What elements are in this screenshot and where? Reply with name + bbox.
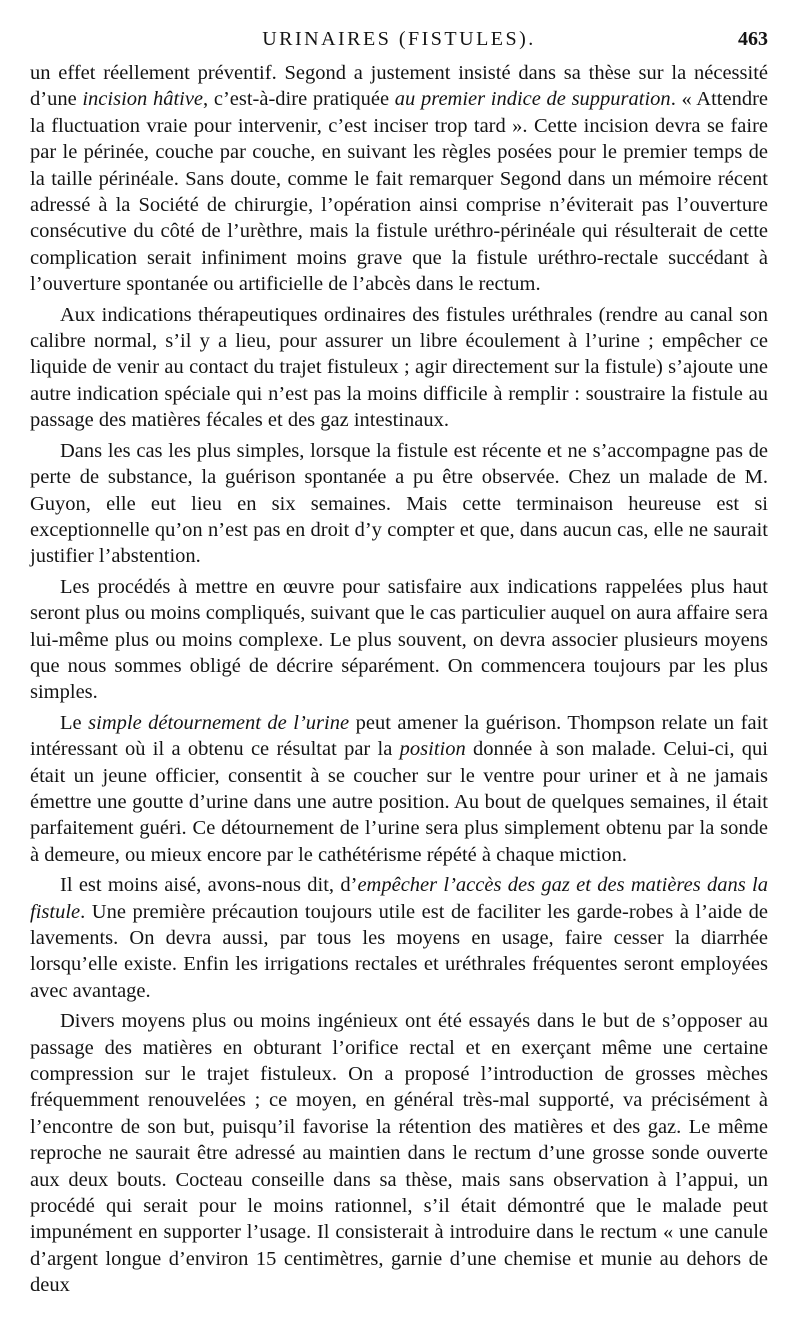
text-run: un effet réellement préventif. Segond a justement insisté dans sa thèse sur la nécessité d’une xyxy=(30,62,768,111)
paragraph xyxy=(30,574,768,706)
book-page xyxy=(30,20,768,1299)
paragraph xyxy=(30,710,768,868)
italic-phrase: au premier indice de suppuration xyxy=(394,88,671,111)
text-run: , c’est-à-dire pratiquée xyxy=(203,88,395,111)
text-run: Dans les cas les plus simples, lorsque la fistule est récente et ne s’accompagne pas de perte de substance, la guérison spontanée a pu être observée. Chez un malade de M. Guyon, elle eut lieu en six semaines. Mais cette terminaison heureuse est si exceptionnelle qu’on n’est pas en droit d’y compter et que, dans aucun cas, elle ne saurait justifier l’abstention. xyxy=(30,439,768,568)
text-run: . Une première précaution toujours utile est de faciliter les garde-robes à l’aide de lavements. On devra aussi, par tous les moyens en usage, faire cesser la diarrhée lorsqu’elle existe. Enfin les irrigations rectales et uréthrales fréquentes seront employées avec avantage. xyxy=(30,900,768,1002)
italic-phrase: empêcher l’accès des gaz et des matières dans la fistule xyxy=(30,874,768,923)
text-run: donnée à son malade. Celui-ci, qui était un jeune officier, consentit à se coucher sur le ventre pour uriner et à ne jamais émettre une goutte d’urine dans une autre position. Au bout de quelques semaines, il était parfaitement guéri. Ce détournement de l’urine sera plus simplement obtenu par la sonde à demeure, ou mieux encore par le cathétérisme répété à chaque miction. xyxy=(30,738,768,866)
text-run: Le xyxy=(60,711,89,734)
italic-phrase: incision hâtive xyxy=(82,88,204,111)
paragraph xyxy=(30,1008,768,1298)
paragraph xyxy=(30,872,768,1004)
paragraph xyxy=(30,438,768,570)
text-run: Divers moyens plus ou moins ingénieux ont été essayés dans le but de s’opposer au passage des matières en obturant l’orifice rectal et en exerçant même une certaine compression sur le trajet fistuleux. On a proposé l’introduction de grosses mèches fréquemment renouvelées ; ce moyen, en général très-mal supporté, va précisément à l’encontre de son but, puisqu’il favorise la rétention des matières et des gaz. Le même reproche ne saurait être adressé au maintien dans le rectum d’une grosse sonde ouverte aux deux bouts. Cocteau conseille dans sa thèse, mais sans observation à l’appui, un procédé qui serait pour le moins rationnel, s’il était démontré que le malade peut impunément en supporter l’usage. Il consisterait à introduire dans le rectum « une canule d’argent longue d’environ 15 centimètres, garnie d’une chemise et munie au dehors de deux xyxy=(30,1010,768,1297)
page-header xyxy=(30,20,768,50)
body-text xyxy=(30,60,768,1299)
italic-phrase: position xyxy=(399,738,466,761)
italic-phrase: simple détournement de l’urine xyxy=(88,711,350,734)
text-run: Il est moins aisé, avons-nous dit, d’ xyxy=(60,874,358,897)
paragraph xyxy=(30,60,768,298)
page-number: 463 xyxy=(738,28,768,50)
text-run: peut amener la guérison. Thompson relate un fait intéressant où il a obtenu ce résultat par la xyxy=(30,711,768,761)
text-run: . « Attendre la fluctuation vraie pour intervenir, c’est inciser trop tard ». Cette incision devra se faire par le périnée, couche par couche, en suivant les règles posées pour le premier temps de la taille périnéale. Sans doute, comme le fait remarquer Segond dans un mémoire récent adressé à la Société de chirurgie, l’opération ainsi comprise n’éviterait pas l’ouverture consécutive du côté de l’urèthre, mais la fistule uréthro-périnéale qui résulterait de cette complication serait infiniment moins grave que la fistule uréthro-rectale succédant à l’ouverture spontanée ou artificielle de l’abcès dans le rectum. xyxy=(30,88,769,296)
text-run: Les procédés à mettre en œuvre pour satisfaire aux indications rappelées plus haut seront plus ou moins compliqués, suivant que le cas particulier auquel on aura affaire sera lui-même plus ou moins complexe. Le plus souvent, on devra associer plusieurs moyens que nous sommes obligé de décrire séparément. On commencera toujours par les plus simples. xyxy=(30,575,768,704)
text-run: Aux indications thérapeutiques ordinaires des fistules uréthrales (rendre au canal son calibre normal, s’il y a lieu, pour assurer un libre écoulement à l’urine ; empêcher ce liquide de venir au contact du trajet fistuleux ; agir directement sur la fistule) s’ajoute une autre indication spéciale qui n’est pas la moins difficile à remplir : soustraire la fistule au passage des matières fécales et des gaz intestinaux. xyxy=(30,303,768,432)
running-head: URINAIRES (FISTULES). xyxy=(262,28,536,50)
paragraph xyxy=(30,302,768,434)
